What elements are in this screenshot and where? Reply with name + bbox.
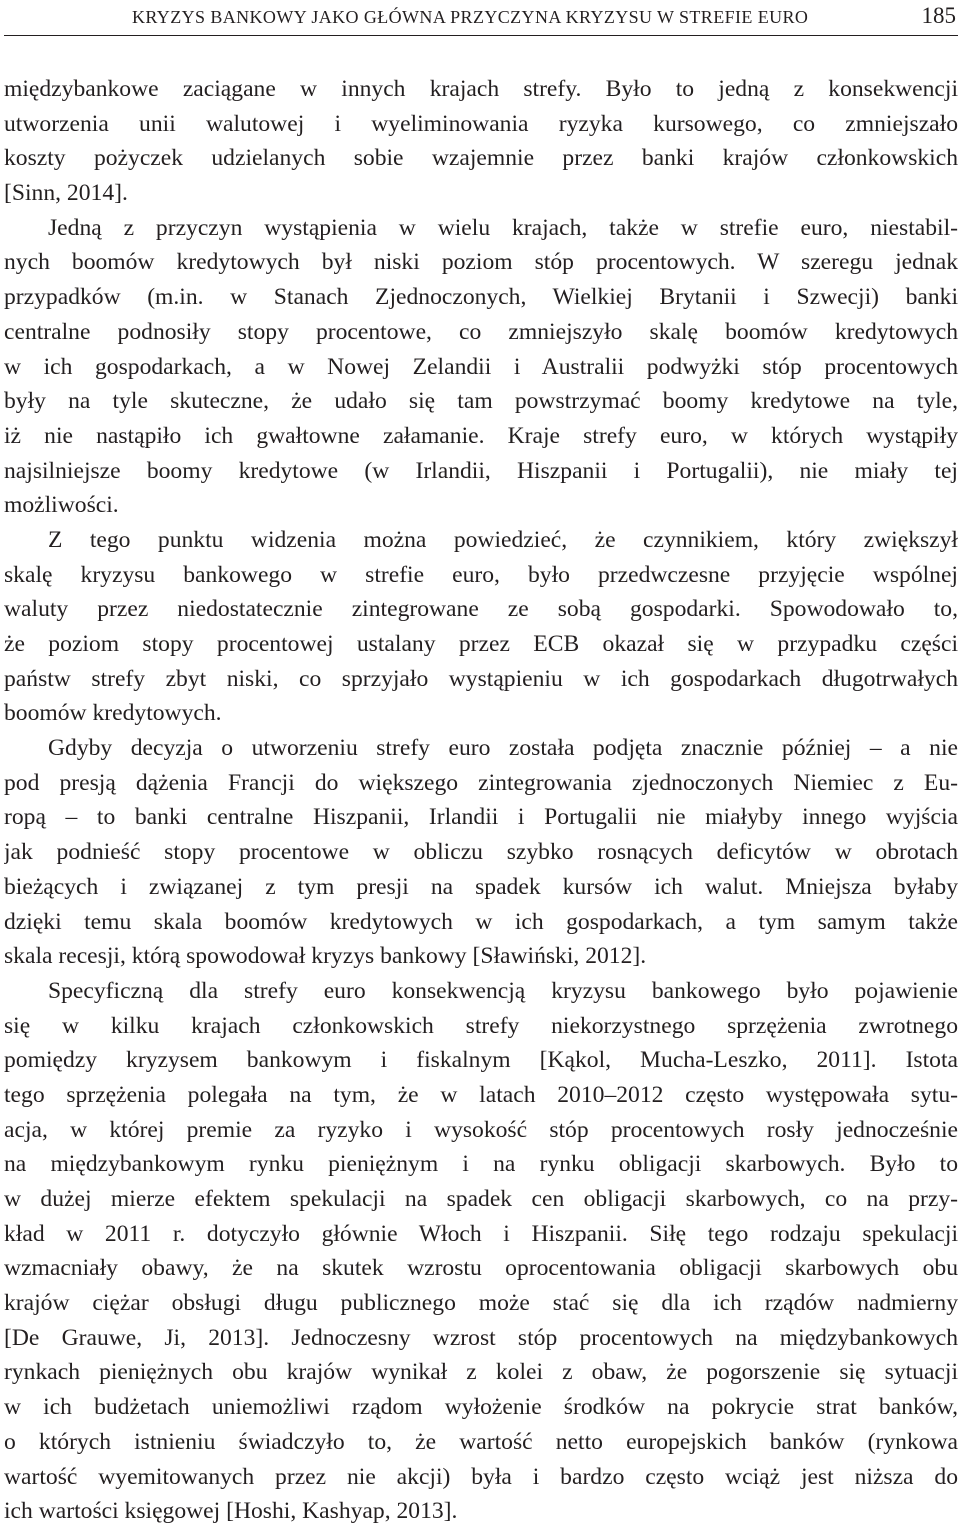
text-line: o których istnieniu świadczyło to, że wartość netto europejskich banków (rynkowa [4, 1428, 958, 1455]
running-header [4, 2, 958, 36]
text-line: w dużej mierze efektem spekulacji na spadek cen obligacji skarbowych, co na przy- [4, 1186, 958, 1212]
text-line: skala recesji, którą spowodował kryzys bankowy [Sławiński, 2012]. [4, 943, 647, 970]
text-line: pomiędzy kryzysem bankowym i fiskalnym [Kąkol, Mucha-Leszko, 2011]. Istota [4, 1047, 958, 1074]
text-line: że poziom stopy procentowej ustalany przez ECB okazał się w przypadku części [4, 631, 958, 657]
text-line: w ich budżetach uniemożliwi rządom wyłożenie środków na pokrycie strat banków, [4, 1394, 958, 1421]
paragraph [4, 72, 958, 211]
body-text [4, 72, 958, 1529]
text-line: się w kilku krajach członkowskich strefy niekorzystnego sprzężenia zwrotnego [4, 1012, 958, 1039]
text-line: waluty przez niedostatecznie zintegrowane ze sobą gospodarki. Spowodowało to, [4, 596, 958, 623]
paragraph [4, 731, 958, 974]
text-line: przypadków (m.in. w Stanach Zjednoczonych, Wielkiej Brytanii i Szwecji) banki [4, 284, 958, 311]
text-line: Z tego punktu widzenia można powiedzieć, że czynnikiem, który zwiększył [48, 526, 958, 553]
text-line: skalę kryzysu bankowego w strefie euro, było przedwczesne przyjęcie wspólnej [4, 561, 958, 588]
text-line: centralne podnosiły stopy procentowe, co zmniejszyło skalę boomów kredytowych [4, 318, 958, 345]
text-line: krajów ciężar obsługi długu publicznego może stać się dla ich rządów nadmierny [4, 1290, 958, 1317]
text-line: bieżących i związanej z tym presji na spadek kursów ich walut. Mniejsza byłaby [4, 873, 958, 900]
text-line: rynkach pieniężnych obu krajów wynikał z kolei z obaw, że pogorszenie się sytuacji [4, 1359, 958, 1386]
text-line: kład w 2011 r. dotyczyło głównie Włoch i Hiszpanii. Siłę tego rodzaju spekulacji [4, 1220, 958, 1247]
text-line: [De Grauwe, Ji, 2013]. Jednoczesny wzrost stóp procentowych na międzybankowych [4, 1324, 958, 1351]
paragraph [4, 523, 958, 731]
text-line: Gdyby decyzja o utworzeniu strefy euro została podjęta znacznie później – a nie [48, 735, 958, 762]
text-line: państw strefy zbyt niski, co sprzyjało wystąpieniu w ich gospodarkach długotrwałych [4, 665, 958, 692]
text-line: boomów kredytowych. [4, 700, 222, 727]
text-line: pod presją dążenia Francji do większego zintegrowania zjednoczonych Niemiec z Eu- [4, 769, 958, 796]
text-line: koszty pożyczek udzielanych sobie wzajemnie przez banki krajów członkowskich [4, 145, 958, 172]
text-line: międzybankowe zaciągane w innych krajach strefy. Było to jedną z konsekwencji [4, 76, 958, 102]
text-line: utworzenia unii walutowej i wyeliminowania ryzyka kursowego, co zmniejszało [4, 110, 958, 137]
text-line: dzięki temu skala boomów kredytowych w ich gospodarkach, a tym samym także [4, 908, 958, 935]
text-line: wzmacniały obawy, że na skutek wzrostu oprocentowania obligacji skarbowych obu [4, 1255, 958, 1282]
text-line: na międzybankowym rynku pieniężnym i na rynku obligacji skarbowych. Było to [4, 1151, 958, 1178]
running-title: KRYZYS BANKOWY JAKO GŁÓWNA PRZYCZYNA KRYZYSU W STREFIE EURO [132, 7, 809, 27]
text-line: Jedną z przyczyn wystąpienia w wielu krajach, także w strefie euro, niestabil- [48, 214, 958, 241]
page-number: 185 [921, 3, 956, 28]
paragraph [4, 974, 958, 1529]
text-line: najsilniejsze boomy kredytowe (w Irlandii, Hiszpanii i Portugalii), nie miały tej [4, 457, 958, 484]
text-line: iż nie nastąpiło ich gwałtowne załamanie. Kraje strefy euro, w których wystąpiły [4, 422, 958, 449]
text-line: nych boomów kredytowych był niski poziom stóp procentowych. W szeregu jednak [4, 249, 958, 276]
text-line: acja, w której premie za ryzyko i wysokość stóp procentowych rosły jednocześnie [4, 1116, 958, 1143]
paragraph [4, 211, 958, 523]
text-line: ropą – to banki centralne Hiszpanii, Irlandii i Portugalii nie miałyby innego wyjścia [4, 804, 958, 831]
text-line: w ich gospodarkach, a w Nowej Zelandii i Australii podwyżki stóp procentowych [4, 353, 958, 380]
text-line: wartość wyemitowanych przez nie akcji) była i bardzo często wciąż jest niższa do [4, 1463, 958, 1490]
text-line: Specyficzną dla strefy euro konsekwencją kryzysu bankowego było pojawienie [48, 977, 958, 1004]
text-line: [Sinn, 2014]. [4, 180, 128, 207]
text-line: jak podnieść stopy procentowe w obliczu szybko rosnących deficytów w obrotach [4, 839, 958, 866]
text-line: ich wartości księgowej [Hoshi, Kashyap, 2013]. [4, 1498, 458, 1525]
header-rule [4, 35, 958, 36]
text-line: możliwości. [4, 492, 119, 519]
text-line: były na tyle skuteczne, że udało się tam powstrzymać boomy kredytowe na tyle, [4, 388, 958, 415]
text-line: tego sprzężenia polegała na tym, że w latach 2010–2012 często występowała sytu- [4, 1081, 958, 1108]
